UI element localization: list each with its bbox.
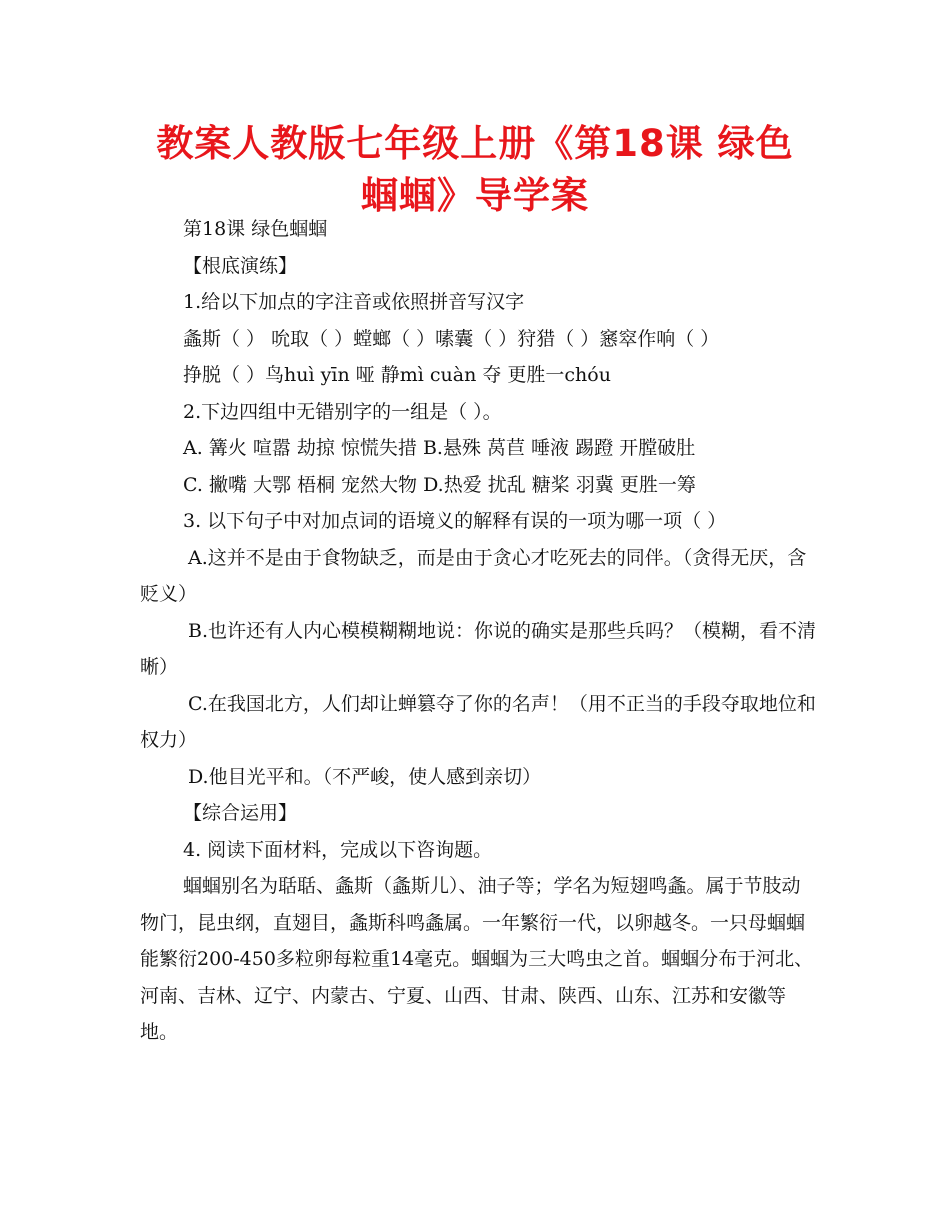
lesson-heading: 第18课 绿色蝈蝈 (183, 218, 328, 240)
question-3-option-d: D.他目光平和。（不严峻，使人感到亲切） (188, 765, 542, 788)
document-body (140, 211, 816, 1051)
section-heading-application: 【综合运用】 (183, 802, 298, 824)
question-2-options-cd: C. 撇嘴 大鄂 梧桐 宠然大物 D.热爱 扰乱 糖桨 羽冀 更胜一筹 (183, 473, 696, 496)
question-3-option-c: C.在我国北方，人们却让蝉篡夺了你的名声！（用不正当的手段夺取地位和权力） (140, 692, 816, 751)
question-3-option-a: A.这并不是由于食物缺乏，而是由于贪心才吃死去的同伴。（贪得无厌，含贬义） (140, 546, 807, 605)
section-heading-basics: 【根底演练】 (183, 254, 298, 277)
question-1-pinyin-items: 挣脱（ ）鸟huì yīn 哑 静mì cuàn 夺 更胜一chóu (183, 364, 611, 386)
question-4: 4. 阅读下面材料，完成以下咨询题。 (183, 838, 493, 861)
document-title: 教案人教版七年级上册《第18课 绿色蝈蝈》导学案 (156, 122, 794, 217)
reading-passage: 蝈蝈别名为聒聒、螽斯（螽斯儿）、油子等；学名为短翅鸣螽。属于节肢动物门，昆虫纲，直翅目，螽斯科鸣螽属。一年繁衍一代，以卵越冬。一只母蝈蝈能繁衍200-450多粒卵每粒重14毫克。蝈蝈为三大鸣虫之首。蝈蝈分布于河北、河南、吉林、辽宁、内蒙古、宁夏、山西、甘肃、陕西、山东、江苏和安徽等地。 (140, 875, 814, 1043)
question-1: 1.给以下加点的字注音或依照拼音写汉字 (183, 291, 525, 313)
question-3-option-b: B.也许还有人内心模模糊糊地说：你说的确实是那些兵吗？（模糊，看不清晰） (140, 619, 817, 678)
question-2-options-ab: A. 篝火 喧嚣 劫掠 惊慌失措 B.悬殊 莴苣 唾液 踢蹬 开膛破肚 (183, 437, 696, 459)
question-3: 3. 以下句子中对加点词的语境义的解释有误的一项为哪一项（ ） (183, 510, 727, 532)
question-1-items: 螽斯（ ） 吮取（ ）螳螂（ ）嗉囊（ ）狩猎（ ）窸窣作响（ ） (183, 327, 720, 350)
question-2: 2.下边四组中无错别字的一组是（ ）。 (183, 400, 502, 423)
